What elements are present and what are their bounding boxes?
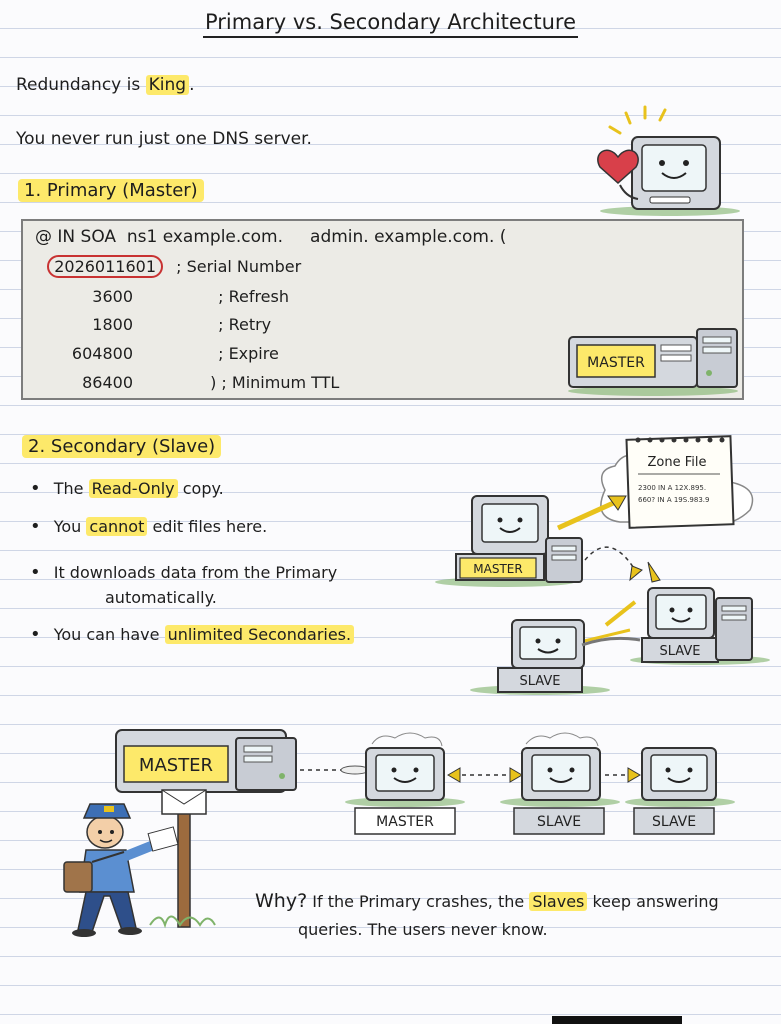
soa-row-minimum-ttl: 86400 ) ; Minimum TTL — [82, 373, 340, 392]
diagram-master-label: MASTER — [473, 562, 523, 576]
bottom-master-sign: MASTER — [138, 755, 214, 776]
bottom-label-master: MASTER — [376, 814, 434, 830]
zone-file-icon — [626, 436, 733, 528]
replication-diagram — [430, 430, 775, 700]
why-line-2: queries. The users never know. — [298, 920, 548, 939]
zone-file-line-1: 2300 IN A 12X.895. — [638, 484, 707, 492]
diagram-slave-label-2: SLAVE — [519, 674, 561, 689]
zone-file-line-2: 660? IN A 19S.983.9 — [638, 496, 710, 504]
intro-line-2: You never run just one DNS server. — [16, 129, 312, 149]
soa-row-serial: 2026011601 ; Serial Number — [23, 257, 301, 276]
happy-computer-heart-icon — [590, 105, 750, 220]
bullet-unlimited: • You can have unlimited Secondaries. — [30, 624, 354, 645]
why-line-1: Why? If the Primary crashes, the Slaves keep answering — [255, 890, 719, 912]
section-1-heading: 1. Primary (Master) — [18, 180, 204, 201]
soa-record-box — [21, 219, 744, 400]
intro-line-1: Redundancy is King . — [16, 75, 195, 95]
master-label-box: MASTER — [587, 355, 645, 371]
bottom-label-slave-2: SLAVE — [651, 814, 697, 830]
bottom-label-slave-1: SLAVE — [536, 814, 582, 830]
bullet-read-only: • The Read-Only copy. — [30, 478, 224, 499]
soa-header: @ IN SOA ns1 example.com. admin. example.com. ( — [35, 227, 507, 247]
soa-row-expire: 604800 ; Expire — [71, 344, 279, 363]
page-title: Primary vs. Secondary Architecture — [0, 10, 781, 34]
bottom-architecture-diagram — [50, 720, 770, 950]
bullet-cannot-edit: • You cannot edit files here. — [30, 516, 267, 537]
soa-row-refresh: 3600 ; Refresh — [92, 287, 289, 306]
diagram-slave-label-1: SLAVE — [659, 644, 701, 659]
bullet-downloads: • It downloads data from the Primary — [30, 562, 337, 583]
zone-file-title: Zone File — [647, 455, 707, 470]
serial-number-circle: 2026011601 — [47, 255, 163, 278]
soa-row-retry: 1800 ; Retry — [92, 315, 272, 334]
bullet-downloads-cont: automatically. — [105, 588, 217, 607]
highlight-king: King — [146, 75, 189, 95]
bottom-bar — [552, 1016, 682, 1024]
master-server-icon — [563, 323, 743, 398]
section-2-heading: 2. Secondary (Slave) — [22, 436, 221, 457]
